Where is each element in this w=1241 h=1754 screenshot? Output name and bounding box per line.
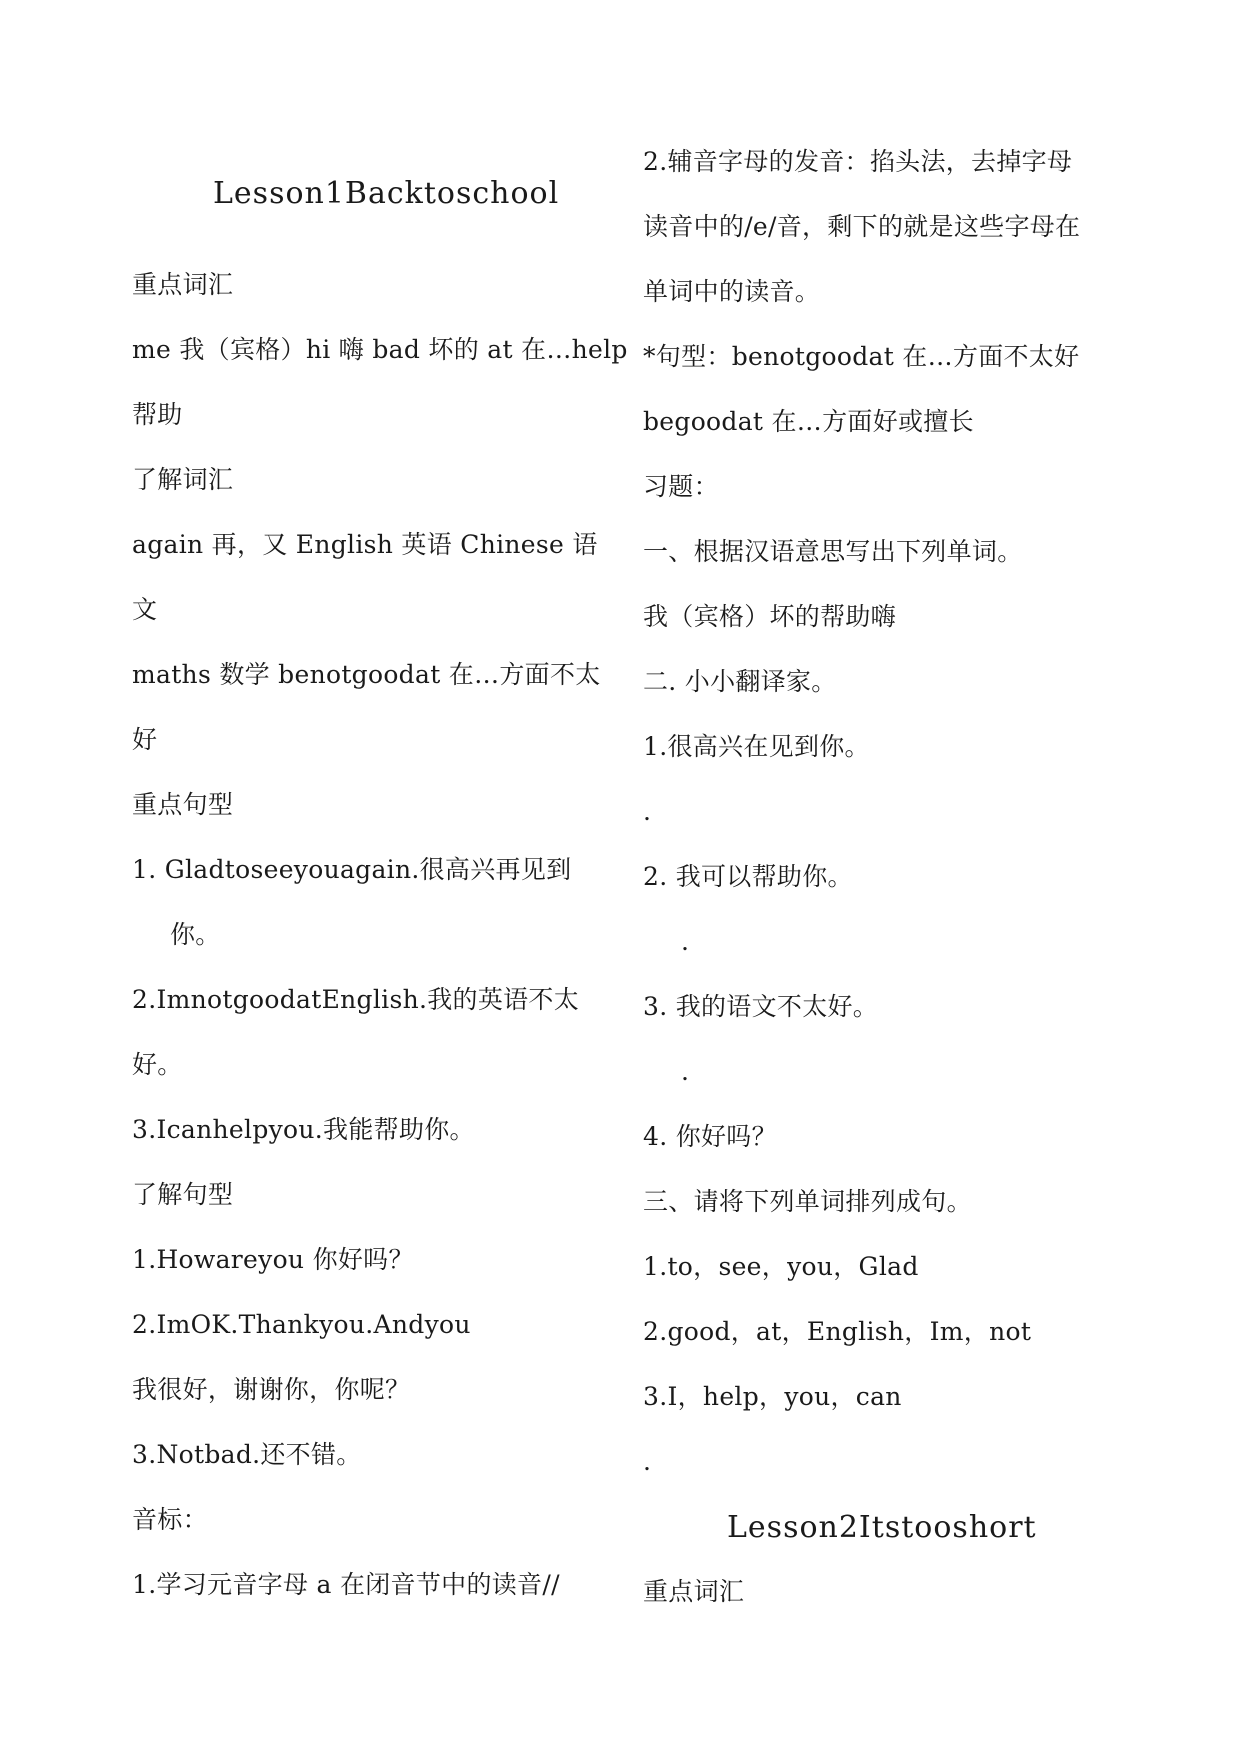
key-vocab-line: me 我（宾格）hi 嗨 bad 坏的 at 在…help (132, 335, 628, 364)
extra-vocab-line: 好 (132, 725, 158, 754)
exercise-2-heading: 二. 小小翻译家。 (643, 667, 837, 696)
exercise-2-question: 2. 我可以帮助你。 (643, 862, 853, 891)
key-sentence-item: 1. Gladtoseeyouagain.很高兴再见到 (132, 855, 572, 884)
exercise-3-question: 1.to，see，you，Glad (643, 1252, 919, 1281)
extra-vocab-line: 文 (132, 595, 158, 624)
key-sentence-item-cont: 你。 (170, 920, 221, 949)
exercise-2-question: 1.很高兴在见到你。 (643, 732, 870, 761)
pattern-note: *句型：benotgoodat 在…方面不太好 (643, 342, 1080, 371)
pattern-note: begoodat 在…方面好或擅长 (643, 407, 974, 436)
exercise-heading: 习题： (643, 472, 719, 501)
phonetics-item-cont: 读音中的/e/音，剩下的就是这些字母在 (643, 212, 1081, 241)
phonetics-item: 1.学习元音字母 a 在闭音节中的读音// (132, 1570, 560, 1599)
phonetics-item: 2.辅音字母的发音：掐头法，去掉字母 (643, 147, 1073, 176)
key-sentence-item: 3.Icanhelpyou.我能帮助你。 (132, 1115, 475, 1144)
exercise-1-heading: 一、根据汉语意思写出下列单词。 (643, 537, 1023, 566)
exercise-2-question: 3. 我的语文不太好。 (643, 992, 879, 1021)
exercise-1-words: 我（宾格）坏的帮助嗨 (643, 602, 897, 631)
exercise-3-question: 3.I，help，you，can (643, 1382, 902, 1411)
answer-blank: . (681, 927, 690, 956)
key-sentence-heading: 重点句型 (132, 790, 234, 819)
lesson2-key-vocab-heading: 重点词汇 (643, 1577, 745, 1606)
extra-sentence-item: 我很好，谢谢你，你呢？ (132, 1375, 411, 1404)
key-vocab-line: 帮助 (132, 400, 183, 429)
exercise-2-question: 4. 你好吗？ (643, 1122, 777, 1151)
key-sentence-item: 2.ImnotgoodatEnglish.我的英语不太 (132, 985, 580, 1014)
phonetics-heading: 音标： (132, 1505, 208, 1534)
key-sentence-item-cont: 好。 (132, 1050, 183, 1079)
phonetics-item-cont: 单词中的读音。 (643, 277, 821, 306)
lesson1-title: Lesson1Backtoschool (213, 176, 560, 211)
exercise-3-heading: 三、请将下列单词排列成句。 (643, 1187, 972, 1216)
key-vocab-heading: 重点词汇 (132, 270, 234, 299)
answer-blank: . (643, 797, 652, 826)
answer-blank: . (681, 1057, 690, 1086)
extra-vocab-line: again 再，又 English 英语 Chinese 语 (132, 530, 598, 559)
extra-sentence-item: 2.ImOK.Thankyou.Andyou (132, 1310, 471, 1339)
exercise-3-question: 2.good，at，English，Im，not (643, 1317, 1032, 1346)
extra-sentence-heading: 了解句型 (132, 1180, 234, 1209)
answer-blank: . (643, 1447, 652, 1476)
extra-sentence-item: 1.Howareyou 你好吗？ (132, 1245, 414, 1274)
extra-vocab-line: maths 数学 benotgoodat 在…方面不太 (132, 660, 601, 689)
lesson2-title: Lesson2Itstooshort (727, 1510, 1037, 1545)
extra-vocab-heading: 了解词汇 (132, 465, 234, 494)
extra-sentence-item: 3.Notbad.还不错。 (132, 1440, 362, 1469)
